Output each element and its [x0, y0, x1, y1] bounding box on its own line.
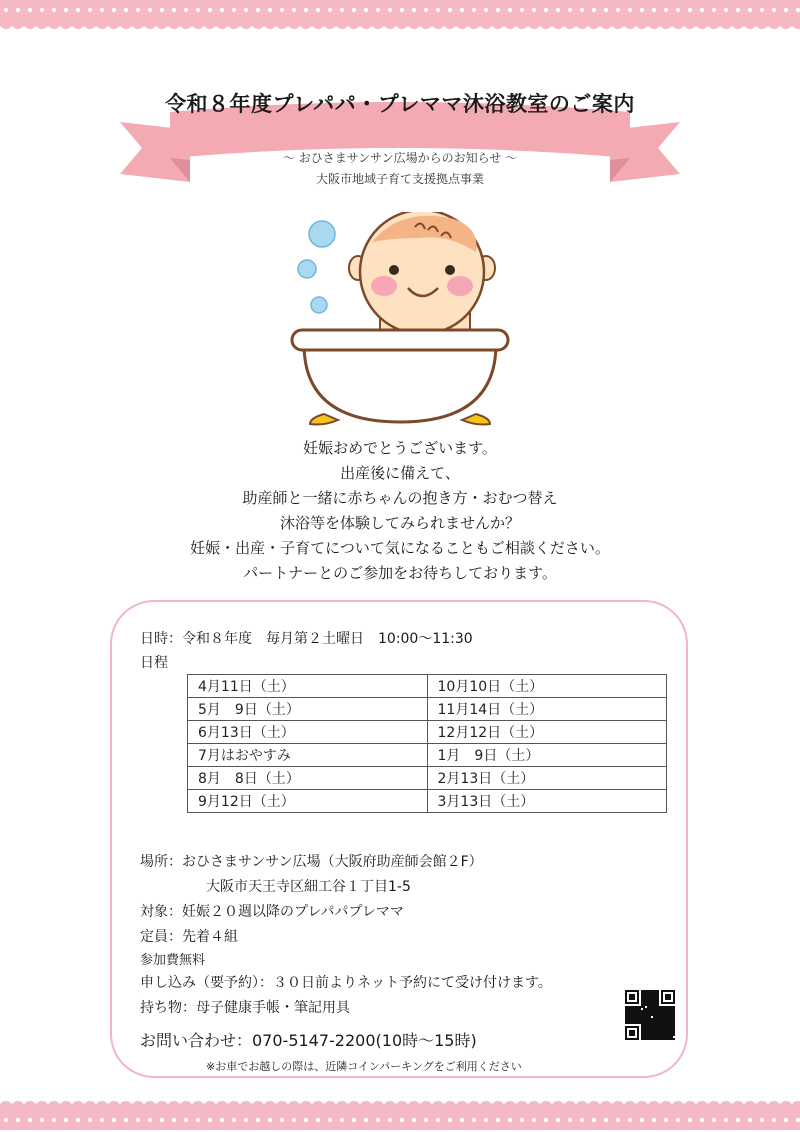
schedule-cell: 12月12日（土） [427, 721, 667, 744]
table-row [188, 790, 667, 813]
address-line: 大阪市天王寺区細工谷１丁目1-5 [206, 879, 411, 895]
schedule-label: 日程 [140, 655, 168, 671]
schedule-cell: 3月13日（土） [427, 790, 667, 813]
capacity-line: 定員：先着４組 [140, 929, 238, 945]
table-row [188, 721, 667, 744]
schedule-cell: 8月 8日（土） [188, 767, 428, 790]
schedule-cell: 1月 9日（土） [427, 744, 667, 767]
message-line: 沐浴等を体験してみられませんか？ [279, 514, 520, 532]
schedule-table [187, 674, 667, 813]
qr-code-icon[interactable] [623, 988, 677, 1042]
bottom-lace-border [0, 1096, 800, 1130]
message-line: 妊娠・出産・子育てについて気になることもご相談ください。 [190, 539, 610, 557]
table-row [188, 767, 667, 790]
fee-line: 参加費無料 [140, 953, 206, 968]
schedule-cell: 6月13日（土） [188, 721, 428, 744]
page-title: 令和８年度プレパパ・プレママ沐浴教室のご案内 [165, 92, 635, 116]
schedule-cell: 7月はおやすみ [188, 744, 428, 767]
schedule-cell: 2月13日（土） [427, 767, 667, 790]
datetime-line: 日時：令和８年度 毎月第２土曜日 10:00～11:30 [140, 631, 473, 647]
contact-line: お問い合わせ：070-5147-2200(10時～15時) [140, 1031, 477, 1050]
table-row [188, 675, 667, 698]
application-line: 申し込み（要予約）：３０日前よりネット予約にて受け付けます。 [140, 975, 552, 991]
baby-bath-illustration [280, 212, 520, 432]
message-line: 助産師と一緒に赤ちゃんの抱き方・おむつ替え [242, 489, 558, 507]
table-row [188, 698, 667, 721]
subtitle: ～ おひさまサンサン広場からのお知らせ ～ [282, 151, 518, 165]
message-line: 妊娠おめでとうございます。 [303, 439, 497, 457]
table-row [188, 744, 667, 767]
schedule-cell: 5月 9日（土） [188, 698, 428, 721]
schedule-cell: 11月14日（土） [427, 698, 667, 721]
belongings-line: 持ち物：母子健康手帳・筆記用具 [140, 1000, 350, 1016]
greeting-message [0, 436, 800, 586]
message-line: 出産後に備えて、 [340, 464, 460, 482]
schedule-cell: 9月12日（土） [188, 790, 428, 813]
parking-note: ※お車でお越しの際は、近隣コインパーキングをご利用ください [206, 1060, 522, 1073]
organizer: 大阪市地域子育て支援拠点事業 [315, 172, 484, 186]
place-line: 場所：おひさまサンサン広場（大阪府助産師会館２F） [140, 854, 483, 870]
target-line: 対象：妊娠２０週以降のプレパパプレママ [140, 904, 404, 920]
schedule-cell: 4月11日（土） [188, 675, 428, 698]
top-lace-border [0, 0, 800, 34]
message-line: パートナーとのご参加をお待ちしております。 [243, 564, 557, 582]
schedule-cell: 10月10日（土） [427, 675, 667, 698]
